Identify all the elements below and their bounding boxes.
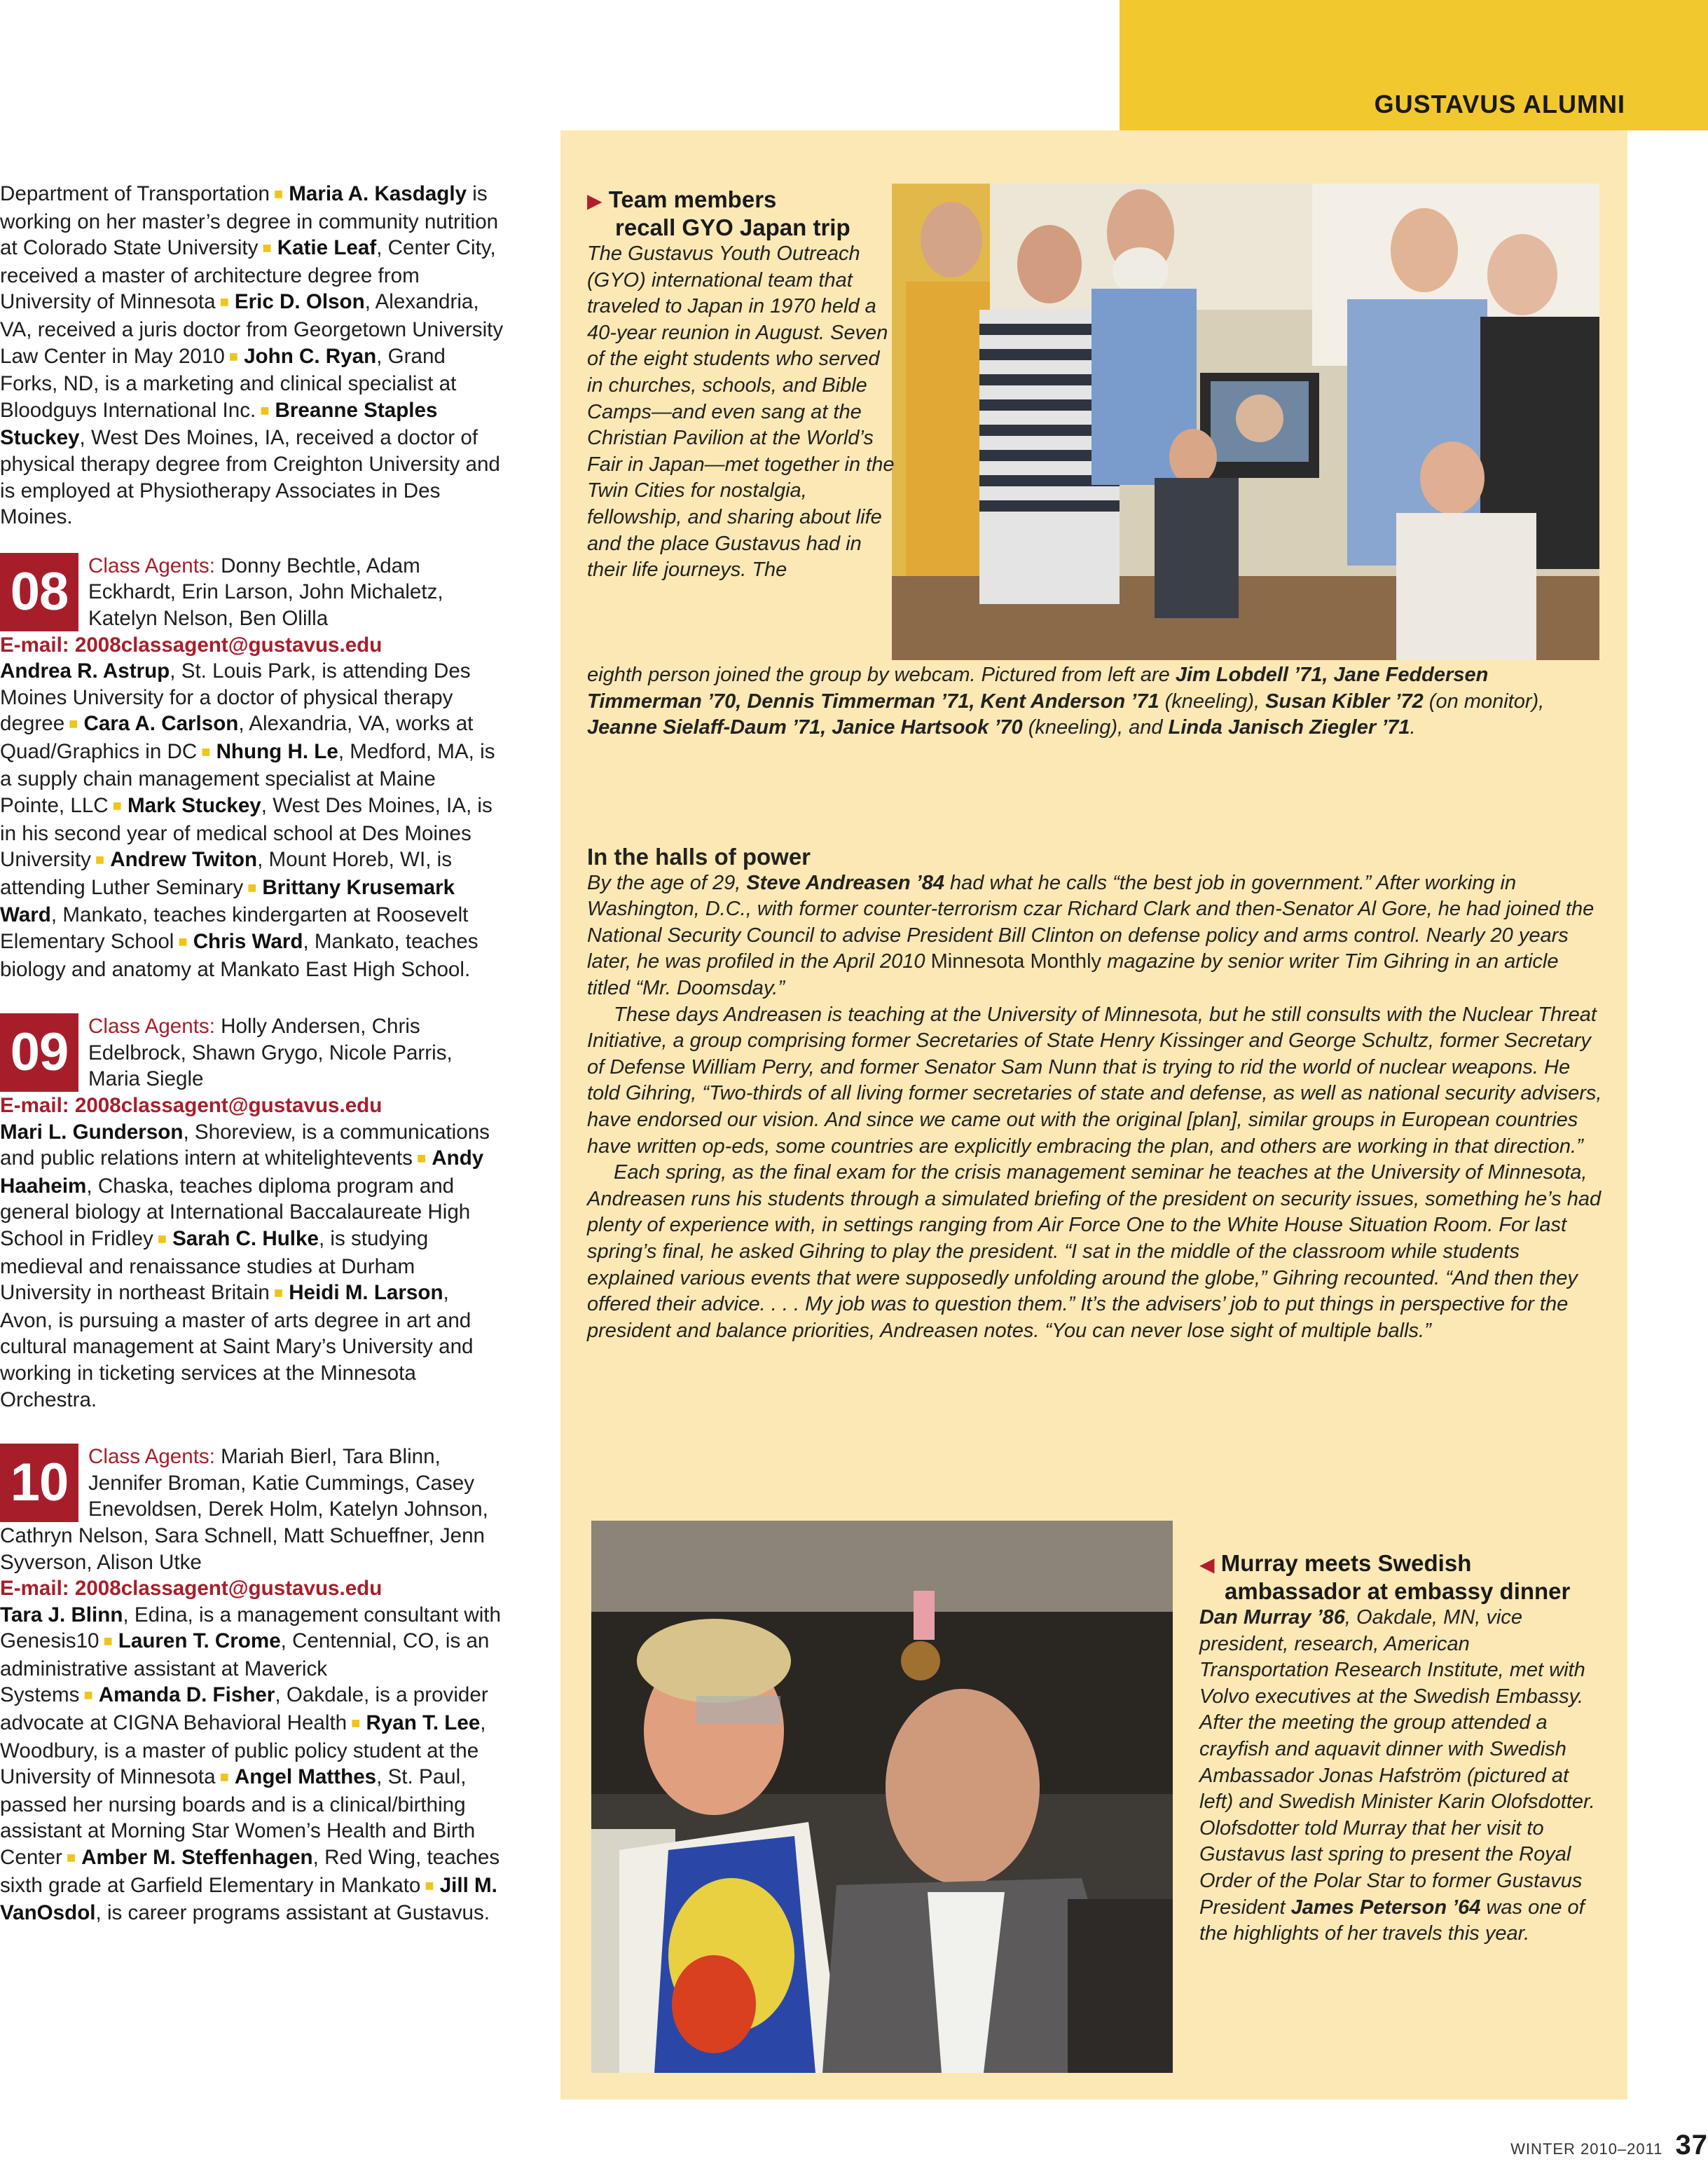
class-agents-list: Mariah Bierl, Tara Blinn, Jennifer Broman, Katie Cummings, Casey Enevoldsen, Derek Holm, Katelyn Johnson, Cathryn Nelson, Sara Schnell, Matt Schueffner, Jenn Syverson, Alison Utke: [0, 1445, 488, 1574]
class-notes-2008: Andrea R. Astrup, St. Louis Park, is attending Des Moines University for a doctor of physical therapy degree ■ Cara A. Carlson, Alexandria, VA, works at Quad/Graphics in DC ■ Nhung H. Le, Medford, MA, is a supply chain management specialist at Maine Pointe, LLC ■ Mark Stuckey, West Des Moines, IA, is in his second year of medical school at Des Moines University ■ Andrew Twiton, Mount Horeb, WI, is attending Luther Seminary ■ Brittany Krusemark Ward, Mankato, teaches kindergarten at Roosevelt Elementary School ■ Chris Ward, Mankato, teaches biology and anatomy at Mankato East High School.: [0, 659, 495, 981]
gyo-headline-line2: recall GYO Japan trip: [615, 214, 850, 240]
year-badge-08: 08: [0, 553, 78, 631]
triangle-right-icon: ▶: [587, 190, 602, 212]
issue-label: WINTER 2010–2011: [1510, 2140, 1663, 2158]
halls-p3: Each spring, as the final exam for the crisis management seminar he teaches at the University of Minnesota, Andreasen runs his students through a simulated briefing of the president on security issues, something he’s had plenty of experience with, in settings ranging from Air Force One to the White House Situation Room. For last spring’s final, he asked Gihring to play the president. “I sat in the middle of the classroom while students explained various events that were supposedly unfolding around the globe,” Gihring recounted. “And then they offered their advice. . . . My job was to question them.” It’s the advisers’ job to put things in perspective for the president and balance priorities, Andreasen notes. “You can never lose sight of multiple balls.”: [587, 1161, 1602, 1342]
class-notes-column: [0, 181, 506, 1926]
separator-square-icon: ■: [112, 797, 122, 815]
gyo-reunion-photo: [892, 184, 1599, 660]
page-footer: [1510, 2130, 1708, 2161]
halls-p2: These days Andreasen is teaching at the University of Minnesota, but he still consults with the Nuclear Threat Initiative, a group comprising former Secretaries of State Henry Kissinger and George Schultz, former Secretary of Defense William Perry, and former Senator Sam Nunn that is trying to rid the world of nuclear weapons. He told Gihring, “Two-thirds of all living former secretaries of state and defense, as well as national security advisers, have endorsed our vision. And since we came out with the original [plan], similar groups in European countries have written op-eds, some countries are explicitly embracing the plan, and others are working in that direction.”: [587, 1003, 1602, 1158]
section-header-band: [1120, 0, 1708, 130]
bold-name: Lauren T. Crome: [118, 1629, 281, 1653]
separator-square-icon: ■: [219, 293, 229, 311]
bold-name: Katie Leaf: [277, 236, 377, 260]
bold-name: Dan Murray ’86: [1199, 1606, 1345, 1629]
class-agent-email[interactable]: E-mail: 2008classagent@gustavus.edu: [0, 1094, 383, 1117]
separator-square-icon: ■: [103, 1632, 113, 1650]
halls-of-power-headline: In the halls of power: [587, 844, 811, 870]
gyo-headline: [587, 186, 895, 241]
separator-square-icon: ■: [95, 851, 105, 869]
separator-square-icon: ■: [157, 1229, 167, 1247]
class-2010-block: [0, 1444, 506, 1575]
class-agents-label: Class Agents:: [88, 1015, 215, 1039]
class-notes-intro: Department of Transportation ■ Maria A. Kasdagly is working on her master’s degree in community nutrition at Colorado State University ■ Katie Leaf, Center City, received a master of architecture degree from University of Minnesota ■ Eric D. Olson, Alexandria, VA, received a juris doctor from Georgetown University Law Center in May 2010 ■ John C. Ryan, Grand Forks, ND, is a marketing and clinical specialist at Bloodguys International Inc. ■ Breanne Staples Stuckey, West Des Moines, IA, received a doctor of physical therapy degree from Creighton University and is employed at Physiotherapy Associates in Des Moines.: [0, 182, 504, 529]
separator-square-icon: ■: [260, 401, 270, 419]
halls-of-power-story: [587, 844, 1603, 1344]
class-agents-label: Class Agents:: [88, 1445, 215, 1469]
separator-square-icon: ■: [83, 1686, 93, 1704]
bold-name: James Peterson ’64: [1290, 1896, 1481, 1919]
gyo-headline-line1: Team members: [608, 186, 777, 212]
murray-headline-line2: ambassador at embassy dinner: [1225, 1578, 1571, 1604]
class-notes-2009: Mari L. Gunderson, Shoreview, is a communications and public relations intern at whitelightevents ■ Andy Haaheim, Chaska, teaches diploma program and general biology at International Baccalaureate High School in Fridley ■ Sarah C. Hulke, is studying medieval and renaissance studies at Durham University in northeast Britain ■ Heidi M. Larson, Avon, is pursuing a master of arts degree in art and cultural management at Saint Mary’s University and working in ticketing services at the Minnesota Orchestra.: [0, 1120, 490, 1411]
murray-ambassador-photo: [591, 1521, 1173, 2073]
separator-square-icon: ■: [66, 1849, 76, 1867]
class-agents-list: Donny Bechtle, Adam Eckhardt, Erin Larson, John Michaletz, Katelyn Nelson, Ben Olilla: [88, 554, 443, 630]
separator-square-icon: ■: [219, 1768, 229, 1786]
class-agent-email[interactable]: E-mail: 2008classagent@gustavus.edu: [0, 633, 383, 657]
separator-square-icon: ■: [273, 185, 284, 203]
murray-body: Dan Murray ’86, Oakdale, MN, vice president, research, American Transportation Research Institute, met with Volvo executives at the Swedish Embassy. After the meeting the group attended a crayfish and aquavit dinner with Swedish Ambassador Jonas Hafström (pictured at left) and Swedish Minister Karin Olofsdotter. Olofsdotter told Murray that her visit to Gustavus last spring to present the Royal Order of the Polar Star to former Gustavus President James Peterson ’64 was one of the highlights of her travels this year.: [1199, 1606, 1595, 1945]
class-notes-2010: Tara J. Blinn, Edina, is a management consultant with Genesis10 ■ Lauren T. Crome, Centennial, CO, is an administrative assistant at Maverick Systems ■ Amanda D. Fisher, Oakdale, is a provider advocate at CIGNA Behavioral Health ■ Ryan T. Lee, Woodbury, is a master of public policy student at the University of Minnesota ■ Angel Matthes, St. Paul, passed her nursing boards and is a clinical/birthing assistant at Morning Star Women’s Health and Birth Center ■ Amber M. Steffenhagen, Red Wing, teaches sixth grade at Garfield Elementary in Mankato ■ Jill M. VanOsdol, is career programs assistant at Gustavus.: [0, 1603, 501, 1925]
bold-name: Eric D. Olson: [234, 290, 365, 314]
bold-name: Cara A. Carlson: [83, 712, 239, 736]
separator-square-icon: ■: [262, 239, 272, 257]
separator-square-icon: ■: [425, 1876, 434, 1894]
class-agents-list: Holly Andersen, Chris Edelbrock, Shawn Grygo, Nicole Parris, Maria Siegle: [88, 1015, 453, 1091]
murray-headline: [1199, 1550, 1599, 1578]
murray-headline-line1: Murray meets Swedish: [1220, 1550, 1472, 1576]
triangle-left-icon: ◀: [1199, 1554, 1215, 1575]
class-2008-block: [0, 553, 506, 632]
bold-name: John C. Ryan: [244, 344, 377, 368]
publication-title: Minnesota Monthly: [930, 950, 1102, 973]
bold-name: Linda Janisch Ziegler ’71: [1168, 716, 1410, 739]
bold-name: Breanne Staples Stuckey: [0, 398, 438, 450]
bold-name: Andrew Twiton: [110, 848, 258, 872]
separator-square-icon: ■: [351, 1714, 361, 1732]
separator-square-icon: ■: [273, 1284, 284, 1302]
gyo-story: [587, 186, 895, 584]
bold-name: Maria A. Kasdagly: [289, 182, 467, 205]
bold-name: Angel Matthes: [234, 1765, 377, 1789]
separator-square-icon: ■: [178, 933, 188, 951]
bold-name: Andy Haaheim: [0, 1146, 484, 1198]
bold-name: Sarah C. Hulke: [172, 1226, 319, 1250]
bold-name: Mari L. Gunderson: [0, 1120, 184, 1144]
section-title: GUSTAVUS ALUMNI: [1374, 90, 1625, 118]
bold-name: Amanda D. Fisher: [98, 1683, 275, 1707]
bold-name: Jim Lobdell ’71, Jane Feddersen Timmerman ’70, Dennis Timmerman ’71, Kent Anderson ’71: [587, 664, 1489, 713]
gyo-body: The Gustavus Youth Outreach (GYO) international team that traveled to Japan in 1970 held a 40-year reunion in August. Seven of the eight students who served in churches, schools, and Bible Camps—and even sang at the Christian Pavilion at the World’s Fair in Japan—met together in the Twin Cities for nostalgia, fellowship, and sharing about life and the place Gustavus had in their life journeys. The: [587, 242, 895, 582]
separator-square-icon: ■: [69, 715, 78, 733]
year-badge-10: 10: [0, 1444, 78, 1522]
murray-story: [1199, 1550, 1599, 1947]
bold-name: Jeanne Sielaff-Daum ’71, Janice Hartsook ’70: [587, 716, 1023, 739]
bold-name: Chris Ward: [193, 930, 303, 954]
class-agents-label: Class Agents:: [88, 554, 215, 577]
separator-square-icon: ■: [201, 742, 211, 760]
bold-name: Tara J. Blinn: [0, 1603, 123, 1626]
gyo-caption-continuation: eighth person joined the group by webcam. Pictured from left are Jim Lobdell ’71, Jane Feddersen Timmerman ’70, Dennis Timmerman ’71, Kent Anderson ’71 (kneeling), Susan Kibler ’72 (on monitor), Jeanne Sielaff-Daum ’71, Janice Hartsook ’70 (kneeling), and Linda Janisch Ziegler ’71.: [587, 664, 1545, 739]
separator-square-icon: ■: [247, 878, 257, 896]
bold-name: Jill M. VanOsdol: [0, 1873, 497, 1925]
bold-name: Mark Stuckey: [127, 794, 261, 818]
separator-square-icon: ■: [228, 347, 239, 365]
page-number: 37: [1675, 2130, 1708, 2160]
bold-name: Ryan T. Lee: [366, 1711, 481, 1735]
class-2009-block: [0, 1013, 506, 1093]
class-agent-email[interactable]: E-mail: 2008classagent@gustavus.edu: [0, 1577, 383, 1601]
year-badge-09: 09: [0, 1013, 78, 1092]
bold-name: Steve Andreasen ’84: [746, 871, 944, 894]
bold-name: Nhung H. Le: [216, 739, 338, 763]
halls-p1: By the age of 29, Steve Andreasen ’84 had what he calls “the best job in government.” After working in Washington, D.C., with former counter-terrorism czar Richard Clark and then-Senator Al Gore, he had joined the National Security Council to advise President Bill Clinton on defense policy and arms control. Nearly 20 years later, he was profiled in the April 2010 Minnesota Monthly magazine by senior writer Tim Gihring in an article titled “Mr. Doomsday.”: [587, 871, 1595, 999]
bold-name: Heidi M. Larson: [289, 1281, 443, 1305]
separator-square-icon: ■: [416, 1149, 427, 1167]
bold-name: Brittany Krusemark Ward: [0, 875, 455, 927]
bold-name: Amber M. Steffenhagen: [81, 1846, 313, 1870]
bold-name: Andrea R. Astrup: [0, 659, 170, 683]
bold-name: Susan Kibler ’72: [1265, 690, 1424, 713]
